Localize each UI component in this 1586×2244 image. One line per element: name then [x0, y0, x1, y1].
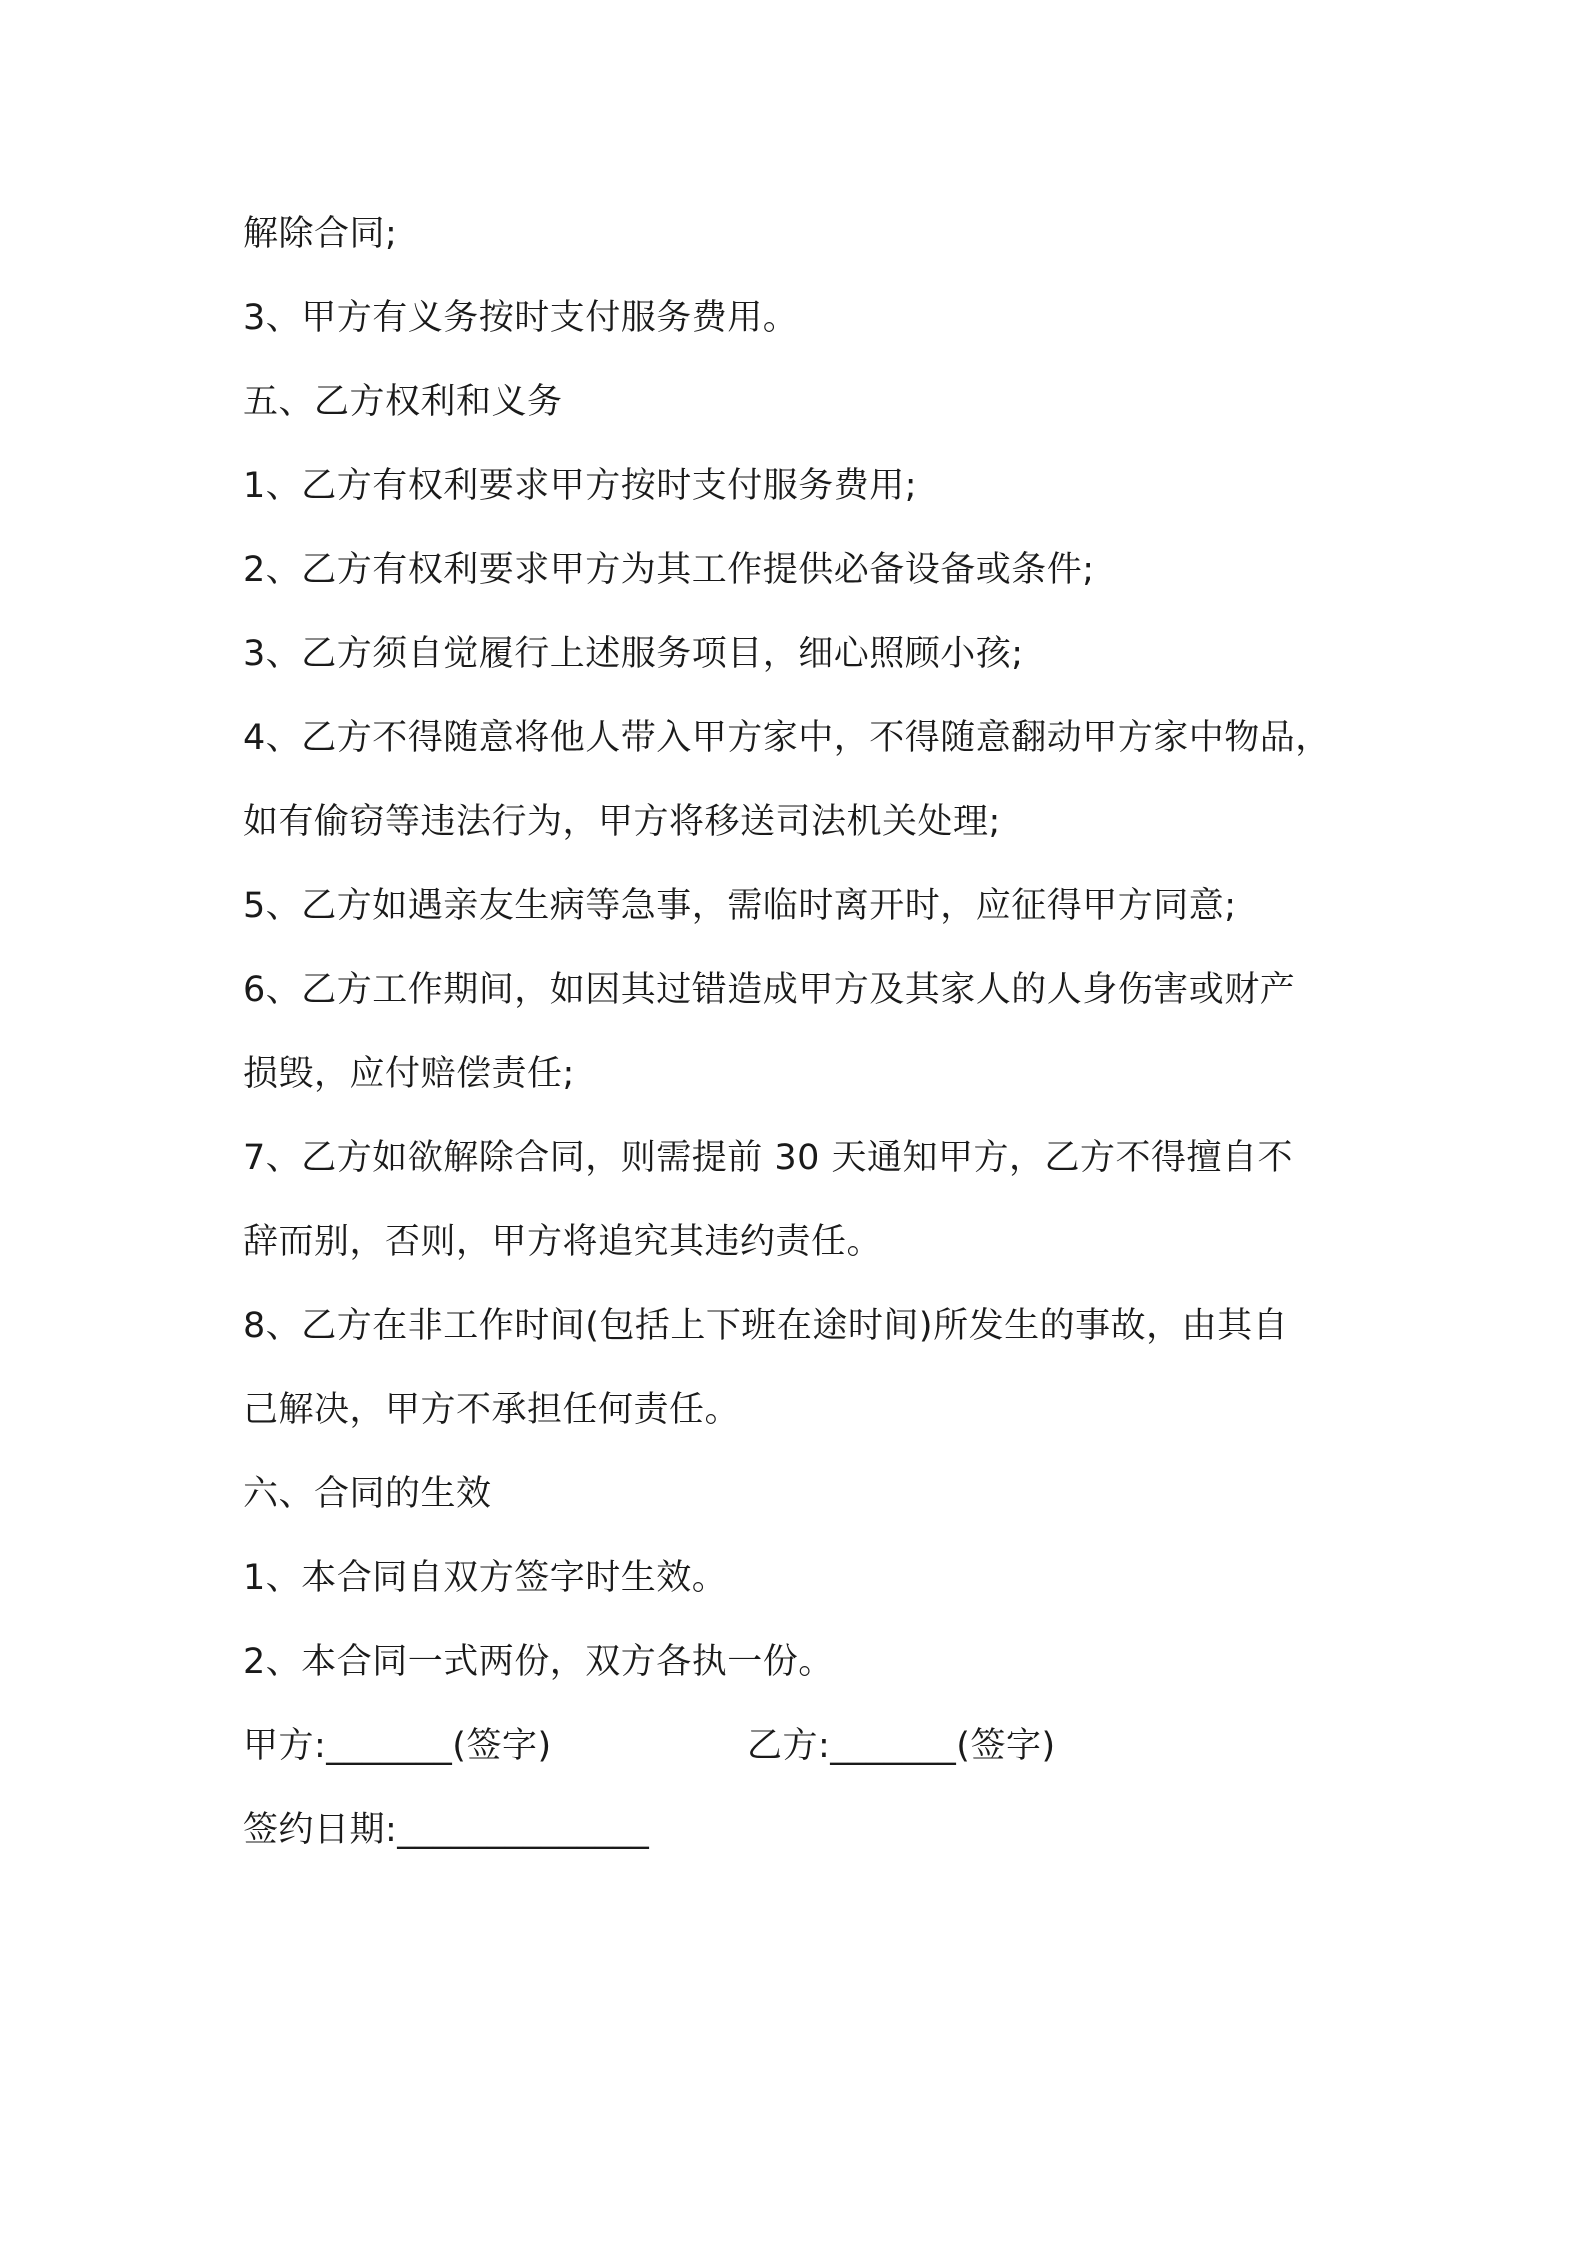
party-a-signature: 甲方:_______(签字) [243, 1726, 552, 1766]
text-line: 7、乙方如欲解除合同，则需提前 30 天通知甲方，乙方不得擅自不 [243, 1138, 1294, 1178]
text-line: 如有偷窃等违法行为，甲方将移送司法机关处理; [243, 802, 1001, 842]
text-line: 5、乙方如遇亲友生病等急事，需临时离开时，应征得甲方同意; [243, 886, 1237, 926]
section-heading: 五、乙方权利和义务 [243, 382, 563, 422]
party-b-signature: 乙方:_______(签字) [747, 1726, 1056, 1766]
text-line: 2、本合同一式两份，双方各执一份。 [243, 1642, 834, 1682]
text-line: 2、乙方有权利要求甲方为其工作提供必备设备或条件; [243, 550, 1095, 590]
text-line: 解除合同; [243, 214, 398, 254]
signature-row [243, 1704, 1383, 1788]
text-line: 1、本合同自双方签字时生效。 [243, 1558, 728, 1598]
document-body [243, 192, 1383, 1872]
text-line: 3、乙方须自觉履行上述服务项目，细心照顾小孩; [243, 634, 1024, 674]
text-line: 4、乙方不得随意将他人带入甲方家中，不得随意翻动甲方家中物品， [243, 718, 1331, 758]
text-line: 辞而别，否则，甲方将追究其违约责任。 [243, 1222, 883, 1262]
text-line: 损毁，应付赔偿责任; [243, 1054, 575, 1094]
text-line: 己解决，甲方不承担任何责任。 [243, 1390, 741, 1430]
text-line: 6、乙方工作期间，如因其过错造成甲方及其家人的人身伤害或财产 [243, 970, 1296, 1010]
text-line: 8、乙方在非工作时间(包括上下班在途时间)所发生的事故，由其自 [243, 1306, 1289, 1346]
section-heading: 六、合同的生效 [243, 1474, 492, 1514]
text-line: 3、甲方有义务按时支付服务费用。 [243, 298, 799, 338]
text-line: 1、乙方有权利要求甲方按时支付服务费用; [243, 466, 918, 506]
signing-date: 签约日期:______________ [243, 1810, 650, 1850]
